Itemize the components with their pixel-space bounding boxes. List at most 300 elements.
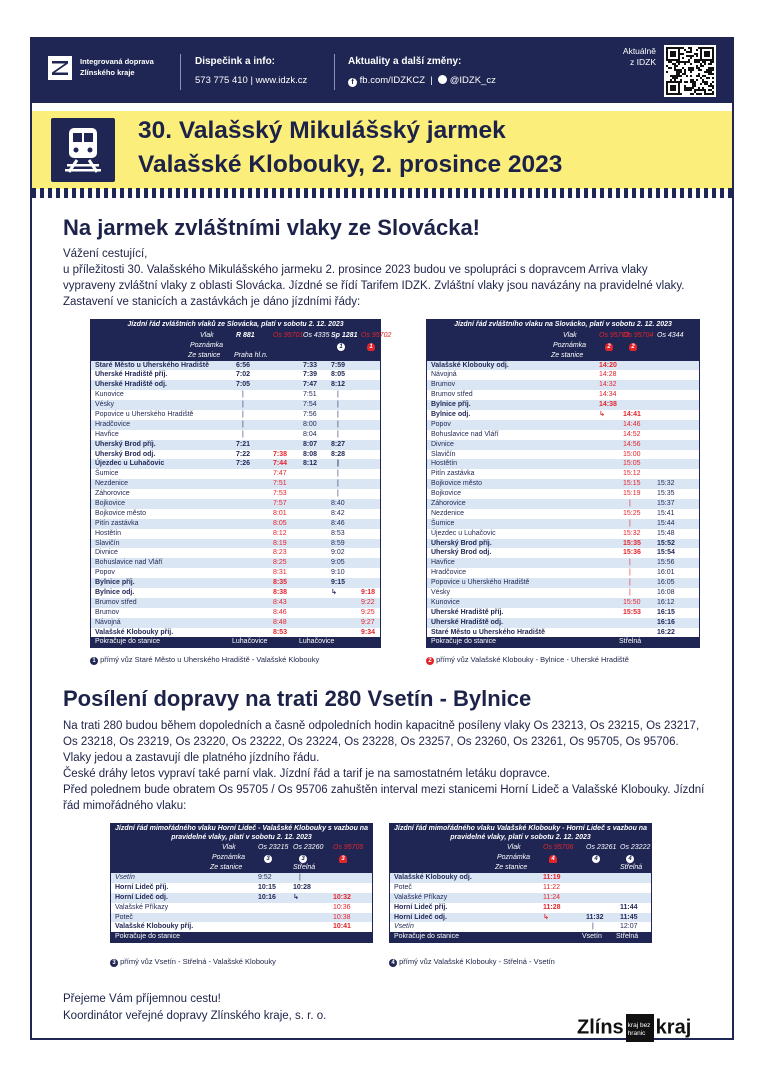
departure-time: 15:36 xyxy=(623,549,641,557)
departure-time: 7:38 xyxy=(273,450,288,458)
station-name: Nezdenice xyxy=(431,509,465,517)
footnote-a: 1 přímý vůz Staré Město u Uherského Hradiště - Valašské Klobouky xyxy=(90,655,319,665)
timetable-title: Jízdní řád zvláštních vlaků ze Slovácka, platí v sobotu 2. 12. 2023 xyxy=(91,320,380,331)
station-name: Horní Lideč odj. xyxy=(115,893,168,901)
departure-time: 11:19 xyxy=(543,874,561,881)
departure-time: 15:53 xyxy=(623,608,641,616)
timetable-row xyxy=(91,410,380,420)
timetable-row xyxy=(427,558,699,568)
dispatch-contact[interactable]: 573 775 410 | www.idzk.cz xyxy=(195,75,308,86)
departure-time: 15:37 xyxy=(657,499,675,507)
note-marker: 4 xyxy=(626,855,634,863)
departure-time: 7:22 xyxy=(236,450,251,458)
section2-heading: Posílení dopravy na trati 280 Vsetín - Bylnice xyxy=(63,686,532,711)
timetable-row xyxy=(427,361,699,371)
departure-time: 7:44 xyxy=(273,460,288,468)
timetable-row xyxy=(390,893,651,903)
station-name: Havřice xyxy=(431,559,455,567)
note-marker: 2 xyxy=(629,343,637,353)
departure-time: 9:34 xyxy=(361,628,376,636)
departure-time: 15:52 xyxy=(657,539,675,547)
train-number: Os 4344 xyxy=(657,331,684,339)
twitter-link[interactable]: @IDZK_cz xyxy=(449,75,496,86)
departure-time: 14:38 xyxy=(599,401,617,409)
note-marker: 3 xyxy=(339,855,347,865)
departure-time: 8:53 xyxy=(273,628,288,636)
update-note: Aktuálně z IDZK xyxy=(622,46,656,67)
timetable-row xyxy=(427,370,699,380)
departure-time: 8:42 xyxy=(331,509,345,517)
timetable-row xyxy=(111,873,372,883)
departure-time: 8:05 xyxy=(331,371,346,379)
timetable-row xyxy=(427,578,699,588)
train-number: Os 95705 xyxy=(333,844,364,851)
departure-time: | xyxy=(299,874,301,881)
note-marker: 1 xyxy=(337,343,345,351)
note-marker: 2 xyxy=(605,343,613,353)
station-name: Valašské Klobouky odj. xyxy=(394,874,472,881)
section1-text xyxy=(63,246,703,310)
station-name: Uherský Brod odj. xyxy=(431,549,492,557)
timetable-a xyxy=(90,319,392,648)
departure-time: 15:54 xyxy=(657,549,675,557)
departure-time: | xyxy=(242,410,244,418)
continues-label: Pokračuje do stanice xyxy=(115,933,180,941)
station-name: Slavičín xyxy=(431,450,456,458)
departure-time: 7:51 xyxy=(273,480,287,488)
footnote-c: 3 přímý vůz Vsetín - Střelná - Valašské Klobouky xyxy=(110,957,276,967)
station-name: Bojkovice xyxy=(431,490,461,498)
departure-time: 7:05 xyxy=(236,381,251,389)
timetable-row xyxy=(91,450,380,460)
departure-time: | xyxy=(242,420,244,428)
station-name: Kunovice xyxy=(431,598,460,606)
train-number: Os 23222 xyxy=(620,844,651,851)
departure-time: 14:32 xyxy=(599,381,617,389)
facebook-link[interactable]: fb.com/IDZKCZ xyxy=(359,75,426,86)
departure-time: 16:05 xyxy=(657,579,675,587)
timetable-row xyxy=(111,893,372,903)
departure-time: 7:47 xyxy=(303,381,318,389)
departure-time: 8:27 xyxy=(331,440,346,448)
departure-time: 8:08 xyxy=(303,450,318,458)
timetable-row xyxy=(91,380,380,390)
poster xyxy=(30,37,734,1040)
note-marker: 4 xyxy=(549,855,557,865)
from-station-row xyxy=(427,351,699,361)
train-number-row xyxy=(390,843,651,853)
train-number-row xyxy=(111,843,372,853)
departure-time: 15:35 xyxy=(623,539,641,547)
station-name: Divnice xyxy=(431,440,454,448)
departure-time: 14:56 xyxy=(623,440,641,448)
departure-time: 15:15 xyxy=(623,480,641,488)
departure-time: 16:12 xyxy=(657,598,675,606)
continues-to-row xyxy=(427,637,699,647)
timetable-row xyxy=(91,529,380,539)
station-name: Divnice xyxy=(95,549,118,557)
note-marker: 3 xyxy=(264,855,272,863)
station-name: Vsetín xyxy=(115,874,135,881)
continues-station: Střelná xyxy=(619,638,642,646)
continues-station: Luhačovice xyxy=(232,638,268,646)
timetable-row xyxy=(91,608,380,618)
station-name: Valašské Klobouky příj. xyxy=(95,628,174,636)
from-label: Ze stanice xyxy=(210,864,243,871)
station-name: Staré Město u Uherského Hradiště xyxy=(431,628,545,636)
from-label: Ze stanice xyxy=(495,864,528,871)
departure-time: 11:45 xyxy=(620,913,638,921)
closing-text xyxy=(63,991,326,1025)
note-row xyxy=(427,341,699,351)
timetable-body xyxy=(111,873,372,932)
timetable-row xyxy=(427,390,699,400)
station-name: Popov xyxy=(95,569,115,577)
station-name: Bylnice odj. xyxy=(431,410,471,418)
departure-time: 8:28 xyxy=(331,450,346,458)
departure-time: 8:01 xyxy=(273,509,287,517)
timetable-row xyxy=(91,370,380,380)
timetable-row xyxy=(427,509,699,519)
departure-time: 7:51 xyxy=(303,391,317,399)
timetable-row xyxy=(91,469,380,479)
train-number-row xyxy=(427,331,699,341)
station-name: Záhorovice xyxy=(95,490,130,498)
station-name: Bohuslavice nad Vláří xyxy=(431,430,499,438)
station-name: Bohuslavice nad Vláří xyxy=(95,559,163,567)
timetable-title: Jízdní řád zvláštního vlaku na Slovácko, platí v sobotu 2. 12. 2023 xyxy=(427,320,699,331)
departure-time: 15:50 xyxy=(623,598,641,606)
timetable-row xyxy=(427,420,699,430)
departure-time: 7:53 xyxy=(273,490,287,498)
station-name: Pitín zastávka xyxy=(95,519,139,527)
departure-time: ↳ xyxy=(331,588,337,596)
timetable-row xyxy=(91,459,380,469)
train-label: Vlak xyxy=(563,331,577,339)
train-number: Os 95706 xyxy=(543,844,574,851)
section2-p3: Před polednem bude obratem Os 95705 / Os 95706 zahuštěn interval mezi stanicemi Horní Lideč a Valašské Klobouky. Jízdní řád mimořádného vlaku: xyxy=(63,784,705,812)
station-name: Bojkovice xyxy=(95,499,125,507)
timetable-b xyxy=(426,319,700,648)
from-station-row xyxy=(390,863,651,873)
timetable-row xyxy=(91,598,380,608)
station-name: Bojkovice město xyxy=(95,509,146,517)
timetable-row xyxy=(427,628,699,638)
timetable-row xyxy=(91,390,380,400)
idzk-logo-icon xyxy=(48,56,72,80)
station-name: Valašské Příkazy xyxy=(394,893,448,901)
timetable-row xyxy=(91,499,380,509)
station-name: Uherský Brod odj. xyxy=(95,450,156,458)
station-name: Bylnice odj. xyxy=(95,588,135,596)
departure-time: 15:32 xyxy=(657,480,675,488)
station-name: Hradčovice xyxy=(431,569,467,577)
timetable-row xyxy=(91,618,380,628)
timetable-row xyxy=(427,400,699,410)
timetable-row xyxy=(91,430,380,440)
timetable-title: Jízdní řád mimořádného vlaku Valašské Klobouky - Horní Lideč s vazbou na pravidelné vlaky, platí v sobotu 2. 12. 2023 xyxy=(390,824,651,843)
timetable-row xyxy=(91,519,380,529)
from-label: Ze stanice xyxy=(551,351,584,359)
timetable-body xyxy=(91,361,380,638)
departure-time: 8:48 xyxy=(273,618,287,626)
from-station: Střelná xyxy=(293,864,316,871)
departure-time: | xyxy=(337,460,339,468)
timetable-row xyxy=(91,568,380,578)
timetable-row xyxy=(427,440,699,450)
departure-time: 16:22 xyxy=(657,628,675,636)
departure-time: 8:04 xyxy=(303,430,317,438)
departure-time: | xyxy=(337,410,339,418)
train-number: Os 95701 xyxy=(273,331,304,339)
continues-station: Střelná xyxy=(616,933,639,941)
note-row xyxy=(91,341,380,351)
departure-time: 15:48 xyxy=(657,529,675,537)
train-number: Os 23261 xyxy=(586,844,617,851)
station-name: Nezdenice xyxy=(95,480,129,488)
station-name: Valašské Příkazy xyxy=(115,903,169,911)
departure-time: 14:34 xyxy=(599,391,617,399)
departure-time: 8:46 xyxy=(273,608,287,616)
departure-time: 15:32 xyxy=(623,529,641,537)
continues-to-row xyxy=(390,932,651,942)
departure-time: 8:46 xyxy=(331,519,345,527)
departure-time: 8:43 xyxy=(273,598,287,606)
station-name: Hostětín xyxy=(95,529,122,537)
departure-time: | xyxy=(337,470,339,478)
train-label: Vlak xyxy=(200,331,214,339)
station-name: Poteč xyxy=(115,913,133,921)
station-name: Kunovice xyxy=(95,391,124,399)
timetable-row xyxy=(91,420,380,430)
timetable-row xyxy=(427,548,699,558)
station-name: Havřice xyxy=(95,430,119,438)
departure-time: 9:02 xyxy=(331,549,345,557)
timetable-row xyxy=(91,400,380,410)
timetable-row xyxy=(91,578,380,588)
from-label: Ze stanice xyxy=(188,351,221,359)
departure-time: 8:00 xyxy=(303,420,317,428)
station-name: Hostětín xyxy=(431,460,458,468)
note-label: Poznámka xyxy=(190,341,224,349)
timetable-row xyxy=(91,548,380,558)
departure-time: 9:15 xyxy=(331,579,346,587)
timetable-row xyxy=(390,883,651,893)
timetable-row xyxy=(427,459,699,469)
departure-time: 10:16 xyxy=(258,893,276,901)
timetable-body xyxy=(390,873,651,932)
station-name: Vésky xyxy=(431,588,451,596)
timetable-title: Jízdní řád mimořádného vlaku Horní Lideč - Valašské Klobouky s vazbou na pravidelné vlaky, platí v sobotu 2. 12. 2023 xyxy=(111,824,372,843)
station-name: Popovice u Uherského Hradiště xyxy=(431,579,530,587)
title-band xyxy=(32,111,732,189)
departure-time: 11:22 xyxy=(543,883,560,891)
station-name: Šumice xyxy=(431,519,455,527)
org-name: Integrovaná doprava Zlínského kraje xyxy=(80,57,154,77)
timetable-row xyxy=(111,922,372,932)
train-label: Vlak xyxy=(507,844,521,851)
continues-label: Pokračuje do stanice xyxy=(394,933,459,941)
departure-time: 9:10 xyxy=(331,569,345,577)
timetable-row xyxy=(390,873,651,883)
departure-time: 12:07 xyxy=(620,923,638,931)
train-icon xyxy=(51,118,115,182)
departure-time: 9:05 xyxy=(331,559,345,567)
closing-wish: Přejeme Vám příjemnou cestu! xyxy=(63,993,221,1005)
departure-time: | xyxy=(242,401,244,409)
train-number: Os 23260 xyxy=(293,844,324,851)
departure-time: 8:38 xyxy=(273,588,288,596)
station-name: Uherský Brod příj. xyxy=(431,539,492,547)
departure-time: 14:20 xyxy=(599,361,617,369)
timetable-row xyxy=(91,558,380,568)
departure-time: 14:41 xyxy=(623,410,641,418)
station-name: Brumov střed xyxy=(95,598,137,606)
departure-time: 7:02 xyxy=(236,371,251,379)
qr-code-icon[interactable] xyxy=(664,45,716,97)
timetable-row xyxy=(427,380,699,390)
from-station: Praha hl.n. xyxy=(234,351,268,359)
from-station-row xyxy=(111,863,372,873)
departure-time: 15:00 xyxy=(623,450,641,458)
station-name: Újezdec u Luhačovic xyxy=(431,529,496,537)
departure-time: 6:56 xyxy=(236,361,251,369)
timetable-row xyxy=(111,903,372,913)
departure-time: 8:19 xyxy=(273,539,287,547)
departure-time: 11:28 xyxy=(543,903,561,911)
timetable-row xyxy=(111,883,372,893)
departure-time: 15:12 xyxy=(623,470,641,478)
train-number: R 881 xyxy=(236,331,255,339)
social-links: f fb.com/IDZKCZ | @IDZK_cz xyxy=(348,75,496,87)
continues-label: Pokračuje do stanice xyxy=(431,638,496,646)
departure-time: | xyxy=(592,923,594,931)
departure-time: 10:28 xyxy=(293,883,311,891)
note-label: Poznámka xyxy=(497,854,531,861)
departure-time: 7:56 xyxy=(303,410,317,418)
decorative-stripes xyxy=(32,188,732,198)
station-name: Vsetín xyxy=(394,923,414,931)
departure-time: 15:25 xyxy=(623,509,641,517)
departure-time: | xyxy=(337,401,339,409)
departure-time: | xyxy=(629,579,631,587)
continues-station: Luhačovice xyxy=(299,638,335,646)
timetable-row xyxy=(427,539,699,549)
station-name: Brumov střed xyxy=(431,391,473,399)
timetable-row xyxy=(390,903,651,913)
event-subtitle: Valašské Klobouky, 2. prosince 2023 xyxy=(138,151,563,178)
section1-heading: Na jarmek zvláštními vlaky ze Slovácka! xyxy=(63,215,481,240)
continues-to-row xyxy=(91,637,380,647)
departure-time: | xyxy=(629,499,631,507)
departure-time: | xyxy=(242,430,244,438)
station-name: Slavičín xyxy=(95,539,120,547)
departure-time: 15:05 xyxy=(623,460,641,468)
train-number: Os 4335 xyxy=(303,331,330,339)
timetable-row xyxy=(111,913,372,923)
station-name: Vésky xyxy=(95,401,115,409)
departure-time: 8:35 xyxy=(273,579,288,587)
station-name: Uherské Hradiště příj. xyxy=(95,371,168,379)
departure-time: ↳ xyxy=(293,893,299,901)
header-divider xyxy=(180,54,181,90)
train-number: Os 95703 xyxy=(599,331,630,339)
station-name: Šumice xyxy=(95,470,119,478)
departure-time: 7:57 xyxy=(273,499,287,507)
train-label: Vlak xyxy=(222,844,236,851)
departure-time: | xyxy=(337,430,339,438)
timetable-row xyxy=(427,519,699,529)
station-name: Újezdec u Luhačovic xyxy=(95,460,165,468)
station-name: Návojná xyxy=(431,371,457,379)
station-name: Horní Lideč příj. xyxy=(115,883,169,891)
station-name: Popovice u Uherského Hradiště xyxy=(95,410,194,418)
departure-time: 16:08 xyxy=(657,588,675,596)
departure-time: | xyxy=(629,588,631,596)
note-row xyxy=(390,853,651,863)
departure-time: | xyxy=(242,391,244,399)
timetable-row xyxy=(427,469,699,479)
zlin-region-logo: Zlíns kraj bez hranic kraj xyxy=(577,1014,691,1042)
departure-time: 10:15 xyxy=(258,883,276,891)
footnote-b: 2 přímý vůz Valašské Klobouky - Bylnice - Uherské Hradiště xyxy=(426,655,629,665)
departure-time: 15:41 xyxy=(657,509,675,517)
departure-time: 16:16 xyxy=(657,618,675,626)
timetable-row xyxy=(91,489,380,499)
station-name: Bojkovice město xyxy=(431,480,482,488)
timetable-row xyxy=(427,489,699,499)
timetable-row xyxy=(427,410,699,420)
station-name: Uherské Hradiště příj. xyxy=(431,608,504,616)
dispatch-label: Dispečink a info: xyxy=(195,56,276,67)
departure-time: | xyxy=(337,391,339,399)
train-number: Sp 1281 xyxy=(331,331,358,339)
timetable-row xyxy=(390,913,651,923)
departure-time: 10:36 xyxy=(333,903,351,911)
twitter-icon xyxy=(438,75,447,84)
from-station-row xyxy=(91,351,380,361)
station-name: Valašské Klobouky příj. xyxy=(115,923,194,931)
departure-time: 9:52 xyxy=(258,874,272,881)
departure-time: ↳ xyxy=(543,913,549,921)
timetable-row xyxy=(91,628,380,638)
event-title: 30. Valašský Mikulášský jarmek xyxy=(138,117,506,144)
departure-time: | xyxy=(629,559,631,567)
timetable-row xyxy=(427,479,699,489)
timetable-row xyxy=(427,598,699,608)
train-number-row xyxy=(91,331,392,341)
departure-time: | xyxy=(337,480,339,488)
timetable-row xyxy=(91,479,380,489)
note-marker: 1 xyxy=(367,343,375,353)
continues-label: Pokračuje do stanice xyxy=(95,638,160,646)
section2-p1: Na trati 280 budou během dopoledních a časně odpoledních hodin kapacitně posíleny vlaky Os 23213, Os 23215, Os 23217, Os 23218, Os 23219, Os 23220, Os 23222, Os 23224, Os 23228, Os 23257, Os 23260, Os 23261, Os 95705, Os 95706. Vlaky jedou a zastavují dle platného jízdního řádu. xyxy=(63,720,700,764)
train-number: Os 95704 xyxy=(623,331,654,339)
departure-time: 8:07 xyxy=(303,440,318,448)
departure-time: | xyxy=(629,569,631,577)
departure-time: 16:01 xyxy=(657,569,675,577)
departure-time: 14:28 xyxy=(599,371,617,379)
station-name: Bylnice příj. xyxy=(431,401,471,409)
section2-p2: České dráhy letos vypraví také parní vlak. Jízdní řád a tarif je na samostatném letáku dopravce. xyxy=(63,768,551,780)
section2-text xyxy=(63,718,708,814)
note-row xyxy=(111,853,372,863)
timetable-body xyxy=(427,361,699,638)
facebook-icon: f xyxy=(348,78,357,87)
station-name: Pitín zastávka xyxy=(431,470,475,478)
header-bar xyxy=(32,39,732,103)
departure-time: 8:23 xyxy=(273,549,287,557)
